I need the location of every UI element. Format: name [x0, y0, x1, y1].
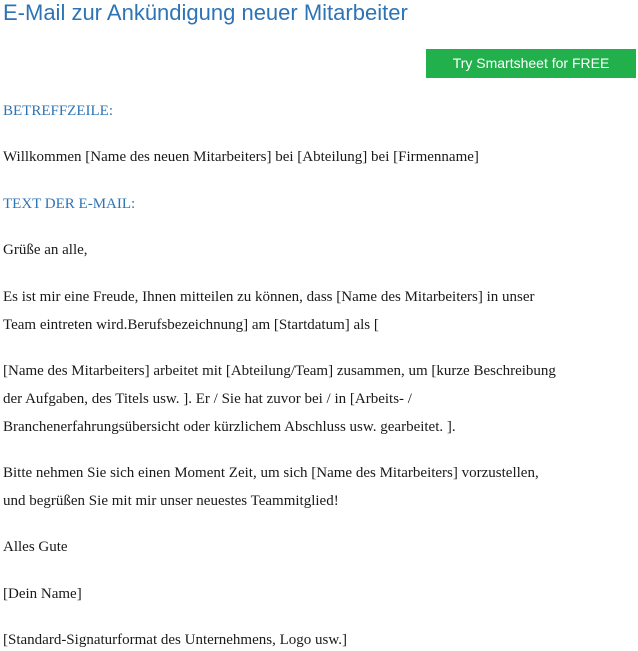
paragraph-3-line-2: und begrüßen Sie mit mir unser neuestes Teammitglied! [3, 493, 339, 509]
subject-heading: BETREFFZEILE: [3, 103, 113, 119]
paragraph-2-line-3: Branchenerfahrungsübersicht oder kürzlichem Abschluss usw. gearbeitet. ]. [3, 419, 456, 435]
try-smartsheet-button[interactable]: Try Smartsheet for FREE [426, 49, 636, 78]
closing: Alles Gute [3, 539, 68, 555]
page-title: E-Mail zur Ankündigung neuer Mitarbeiter [3, 0, 408, 25]
paragraph-2-line-2: der Aufgaben, des Titels usw. ]. Er / Sie hat zuvor bei / in [Arbeits- / [3, 391, 412, 407]
subject-line: Willkommen [Name des neuen Mitarbeiters] bei [Abteilung] bei [Firmenname] [3, 149, 479, 165]
signature-name: [Dein Name] [3, 586, 82, 602]
paragraph-1-line-1: Es ist mir eine Freude, Ihnen mitteilen zu können, dass [Name des Mitarbeiters] in unser [3, 289, 535, 305]
signature-format: [Standard-Signaturformat des Unternehmens, Logo usw.] [3, 632, 347, 648]
body-heading: TEXT DER E-MAIL: [3, 196, 136, 212]
paragraph-3-line-1: Bitte nehmen Sie sich einen Moment Zeit, um sich [Name des Mitarbeiters] vorzustellen, [3, 465, 539, 481]
paragraph-2-line-1: [Name des Mitarbeiters] arbeitet mit [Abteilung/Team] zusammen, um [kurze Beschreibung [3, 363, 556, 379]
greeting: Grüße an alle, [3, 242, 88, 258]
paragraph-1-line-2: Team eintreten wird.Berufsbezeichnung] am [Startdatum] als [ [3, 317, 379, 333]
